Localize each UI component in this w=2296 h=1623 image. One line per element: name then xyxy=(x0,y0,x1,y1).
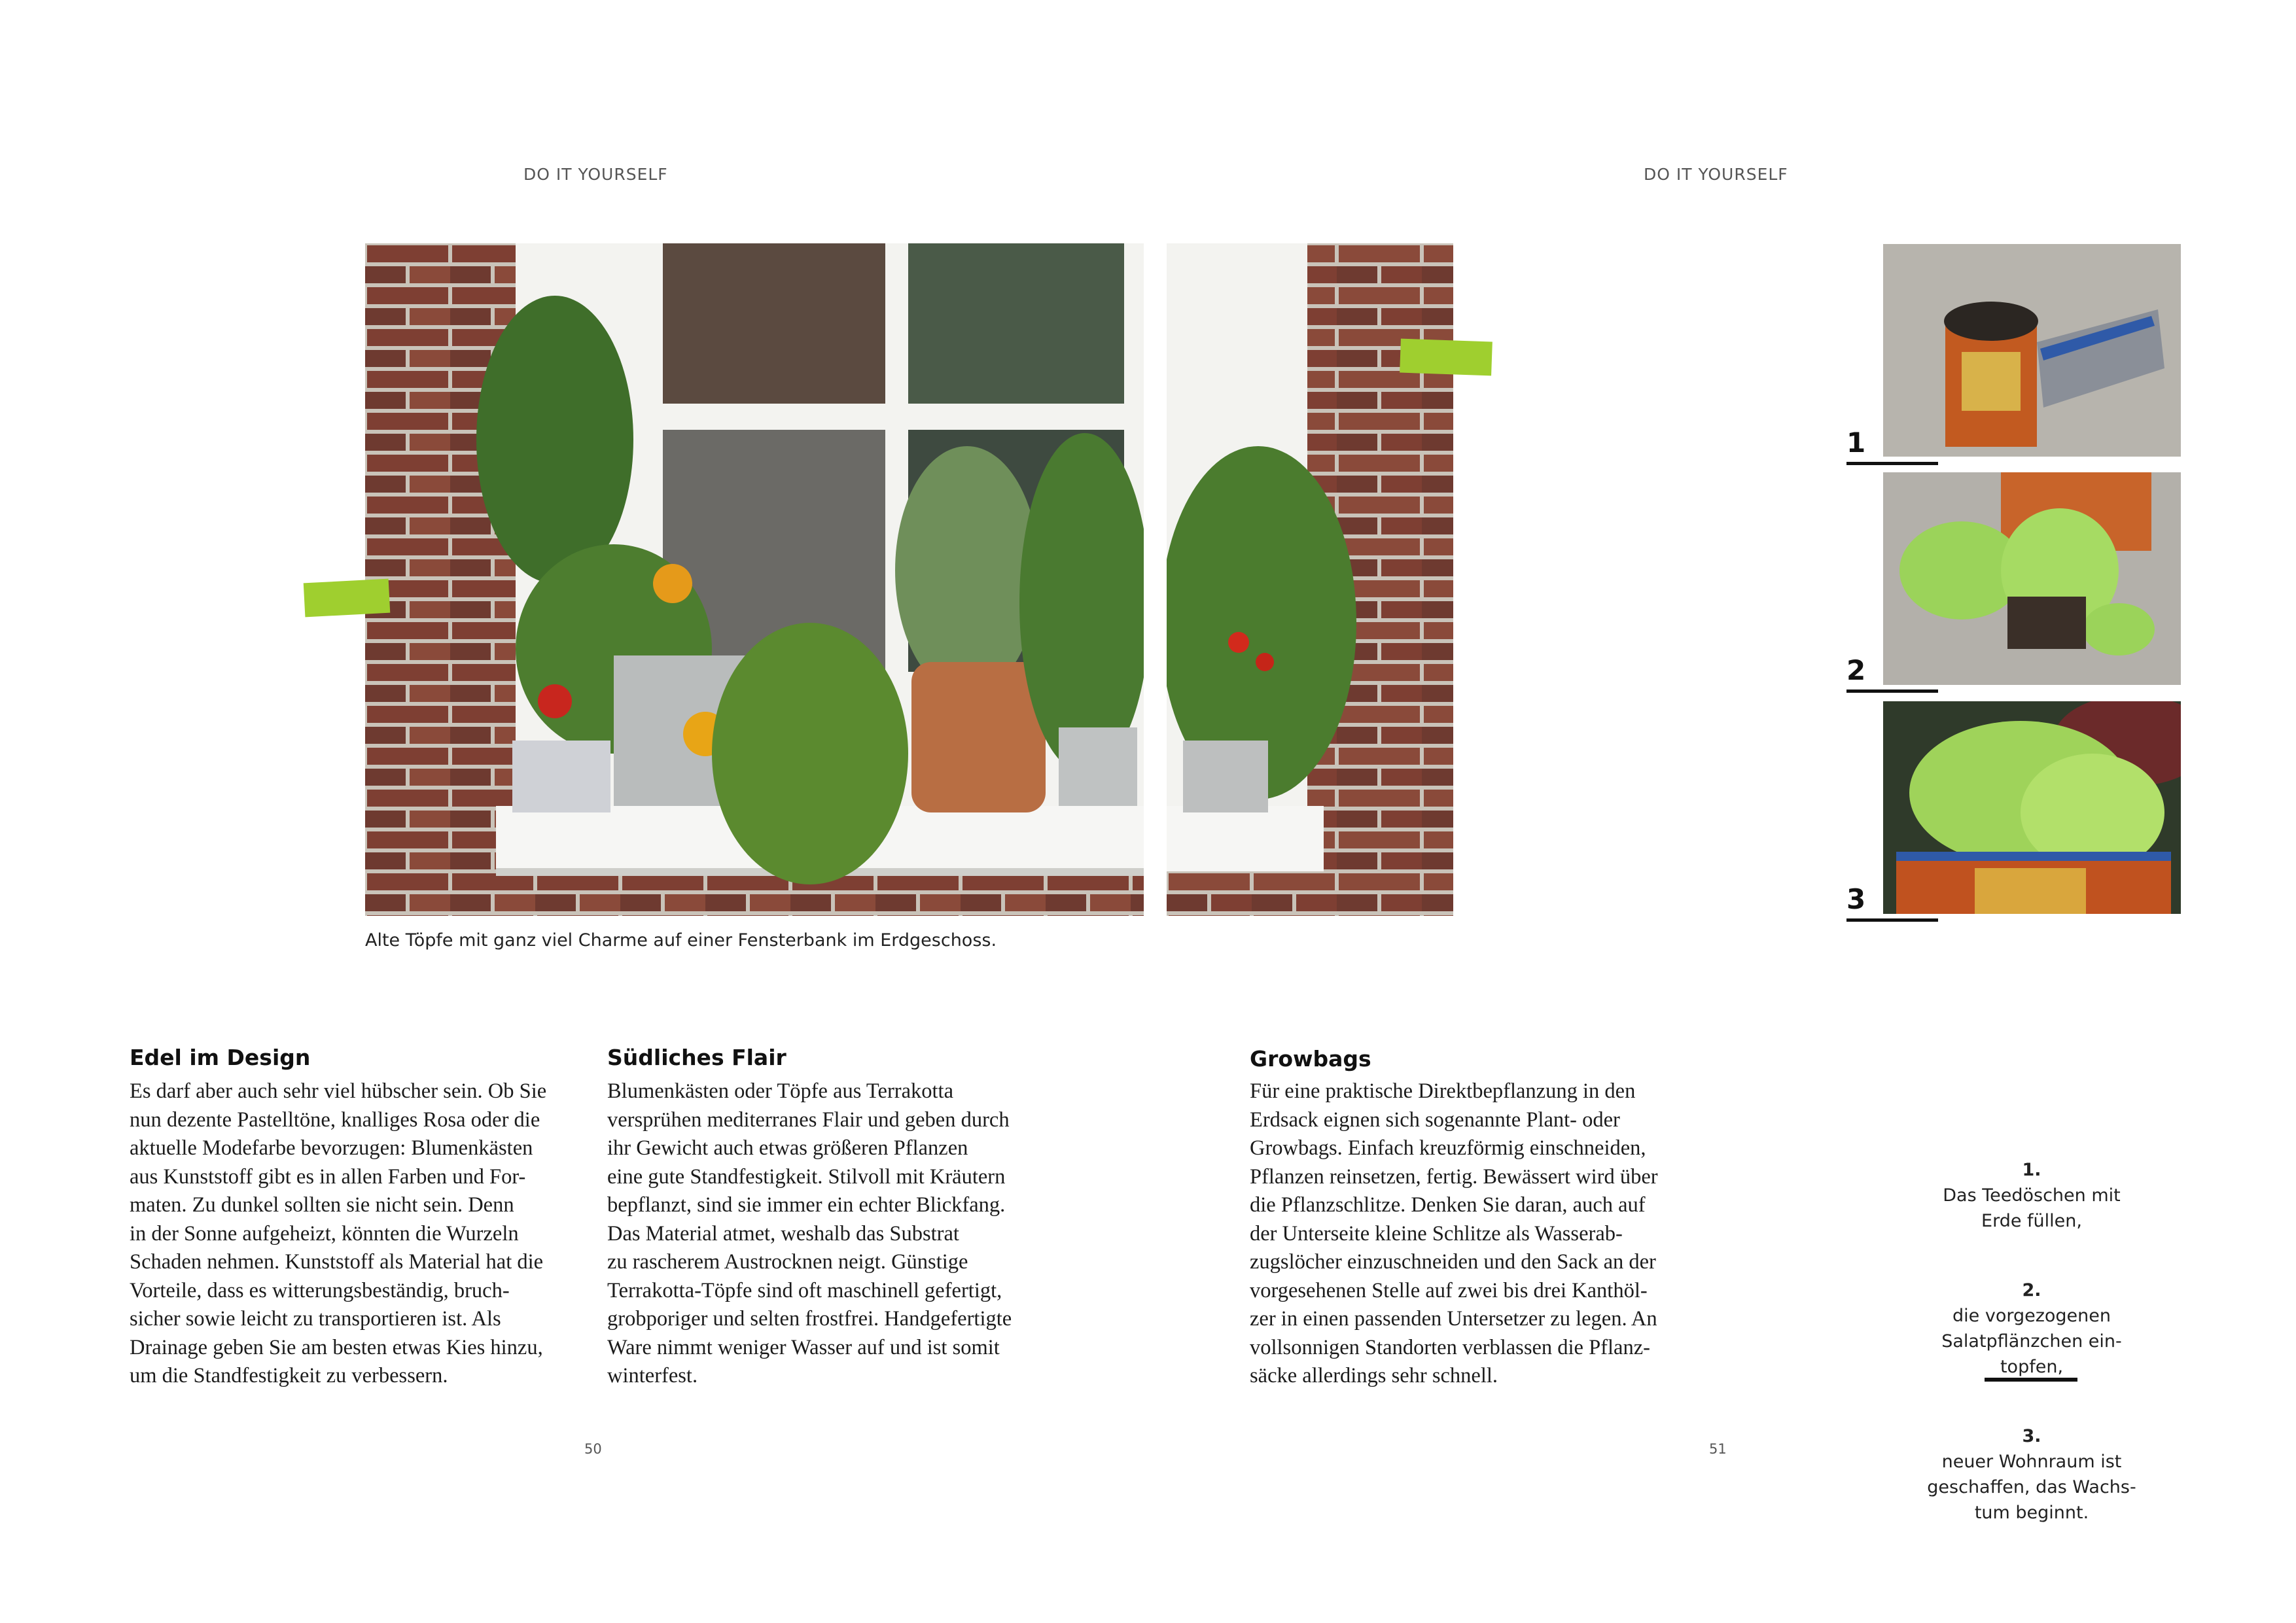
step-rule-3 xyxy=(1846,918,1938,922)
section-heading-edel: Edel im Design xyxy=(130,1045,311,1070)
step-number-1: 1 xyxy=(1846,427,1866,459)
running-head-left: DO IT YOURSELF xyxy=(523,165,668,184)
step-photo-2 xyxy=(1883,472,2181,685)
section-text-edel: Es darf aber auch sehr viel hübscher sein. Ob Sie nun dezente Pastelltöne, knalliges Rosa oder die aktuelle Modefarbe bevorzugen: Blumenkästen aus Kunststoff gibt es in allen Farben und For- maten. Zu dunkel sollten sie nicht sein. Denn in der Sonne aufgeheizt, könnten die Wurzeln Schaden nehmen. Kunststoff als Material hat die Vorteile, dass es witterungsbeständig, bruch- sicher sowie leicht zu transportieren ist. Als Drainage geben Sie am besten etwas Kies hinzu, um die Standfestigkeit zu verbessern. xyxy=(130,1079,547,1387)
step-number-2: 2 xyxy=(1846,654,1866,686)
steps-end-rule xyxy=(1985,1378,2077,1382)
running-head-right: DO IT YOURSELF xyxy=(1644,165,1788,184)
step-instructions xyxy=(1901,1132,2163,1544)
step-instruction-3 xyxy=(1901,1398,2163,1526)
step-rule-2 xyxy=(1846,689,1938,693)
step-instruction-2 xyxy=(1901,1252,2163,1380)
section-heading-growbags: Growbags xyxy=(1250,1046,1371,1072)
step-instruction-number: 3. xyxy=(2022,1426,2041,1446)
page-number-left: 50 xyxy=(584,1441,602,1457)
section-text-suedlich: Blumenkästen oder Töpfe aus Terrakotta versprühen mediterranes Flair und geben durch ihr Gewicht auch etwas größeren Pflanzen eine gute Standfestigkeit. Stilvoll mit Kräutern bepflanzt, sind sie immer ein echter Blickfang. Das Material atmet, weshalb das Substrat zu rascherem Austrocknen neigt. Günstige Terrakotta-Töpfe sind oft maschinell gefertigt, grobporiger und selten frostfrei. Handgefertigte Ware nimmt weniger Wasser auf und ist somit winterfest. xyxy=(607,1079,1012,1387)
section-heading-suedlich: Südliches Flair xyxy=(607,1045,786,1070)
step-photo-1 xyxy=(1883,244,2181,457)
step-instruction-number: 1. xyxy=(2022,1160,2041,1180)
step-instruction-text: Das Teedöschen mit Erde füllen, xyxy=(1943,1185,2121,1231)
step-photo-3 xyxy=(1883,701,2181,914)
photo-caption: Alte Töpfe mit ganz viel Charme auf einer Fensterbank im Erdgeschoss. xyxy=(365,930,997,951)
page-number-right: 51 xyxy=(1709,1441,1727,1457)
green-tape-accent-right xyxy=(1400,339,1492,376)
window-sill-photo xyxy=(365,243,1144,916)
step-instruction-text: die vorgezogenen Salatpflänzchen ein- topfen, xyxy=(1941,1306,2122,1377)
step-instruction-text: neuer Wohnraum ist geschaffen, das Wachs- tum beginnt. xyxy=(1927,1452,2136,1523)
green-tape-accent-left xyxy=(304,579,391,618)
step-instruction-1 xyxy=(1901,1132,2163,1234)
step-number-3: 3 xyxy=(1846,883,1866,915)
step-instruction-number: 2. xyxy=(2022,1280,2041,1300)
section-text-growbags: Für eine praktische Direktbepflanzung in den Erdsack eignen sich sogenannte Plant- oder Growbags. Einfach kreuzförmig einschneiden, Pflanzen reinsetzen, fertig. Bewässert wird über die Pflanzschlitze. Denken Sie daran, auch auf der Unterseite kleine Schlitze als Wasserab- zugslöcher einzuschneiden und den Sack an der vorgesehenen Stelle auf zwei bis drei Kanthöl- zer in einen passenden Untersetzer zu legen. An vollsonnigen Standorten verblassen die Pflanz- säcke allerdings sehr schnell. xyxy=(1250,1079,1658,1387)
step-rule-1 xyxy=(1846,462,1938,465)
